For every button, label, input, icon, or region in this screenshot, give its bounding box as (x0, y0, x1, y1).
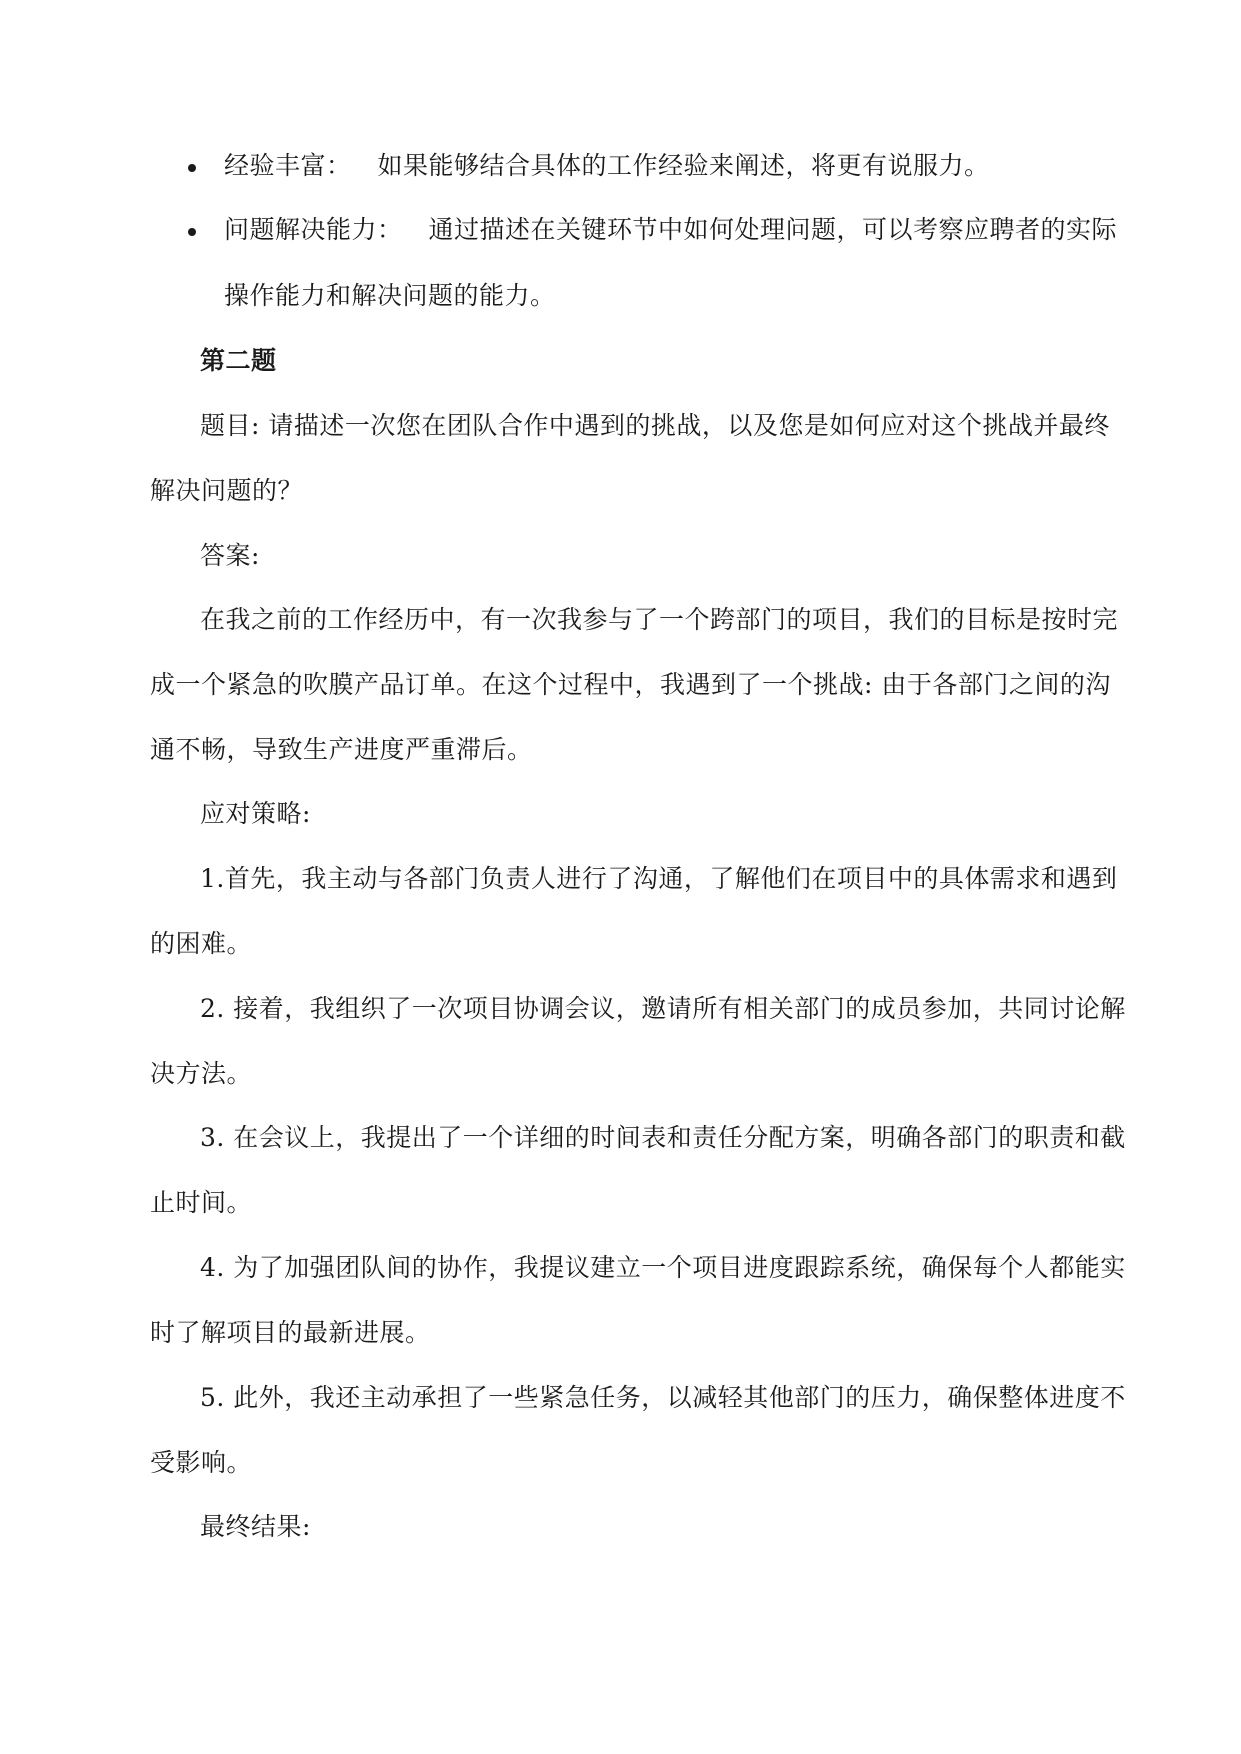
bullet-item-experience (224, 150, 990, 182)
bullet-label: 问题解决能力： (224, 215, 403, 244)
strategy-label: 应对策略: (200, 799, 311, 828)
step-line: 3. 在会议上，我提出了一个详细的时间表和责任分配方案，明确各部门的职责和截 (200, 1123, 1126, 1152)
step-line: 止时间。 (150, 1188, 253, 1217)
step-line: 时了解项目的最新进展。 (150, 1318, 431, 1347)
step-line: 受影响。 (150, 1448, 253, 1477)
step-line: 决方法。 (150, 1059, 253, 1088)
step-line: 5. 此外，我还主动承担了一些紧急任务，以减轻其他部门的压力，确保整体进度不 (200, 1383, 1126, 1412)
step-line: 1.首先，我主动与各部门负责人进行了沟通，了解他们在项目中的具体需求和遇到 (200, 864, 1118, 893)
step-line: 的困难。 (150, 929, 253, 958)
question-line: 解决问题的？ (150, 476, 304, 505)
intro-line: 在我之前的工作经历中，有一次我参与了一个跨部门的项目，我们的目标是按时完 (200, 605, 1119, 634)
question-line: 题目: 请描述一次您在团队合作中遇到的挑战，以及您是如何应对这个挑战并最终 (200, 411, 1110, 440)
intro-line: 成一个紧急的吹膜产品订单。在这个过程中，我遇到了一个挑战: 由于各部门之间的沟 (150, 670, 1111, 699)
bullet-text: 通过描述在关键环节中如何处理问题，可以考察应聘者的实际 (428, 215, 1118, 244)
bullet-dot-icon (188, 228, 196, 236)
intro-line: 通不畅，导致生产进度严重滞后。 (150, 735, 533, 764)
answer-label: 答案: (200, 541, 260, 570)
step-line: 2. 接着，我组织了一次项目协调会议，邀请所有相关部门的成员参加，共同讨论解 (200, 994, 1126, 1023)
result-label: 最终结果: (200, 1512, 311, 1541)
bullet-text-continuation: 操作能力和解决问题的能力。 (224, 281, 556, 310)
bullet-dot-icon (188, 164, 196, 172)
bullet-item-problem-solving (224, 214, 1117, 246)
bullet-label: 经验丰富： (224, 151, 352, 180)
step-line: 4. 为了加强团队间的协作，我提议建立一个项目进度跟踪系统，确保每个人都能实 (200, 1253, 1126, 1282)
bullet-text: 如果能够结合具体的工作经验来阐述，将更有说服力。 (377, 151, 990, 180)
section-heading: 第二题 (200, 346, 277, 375)
